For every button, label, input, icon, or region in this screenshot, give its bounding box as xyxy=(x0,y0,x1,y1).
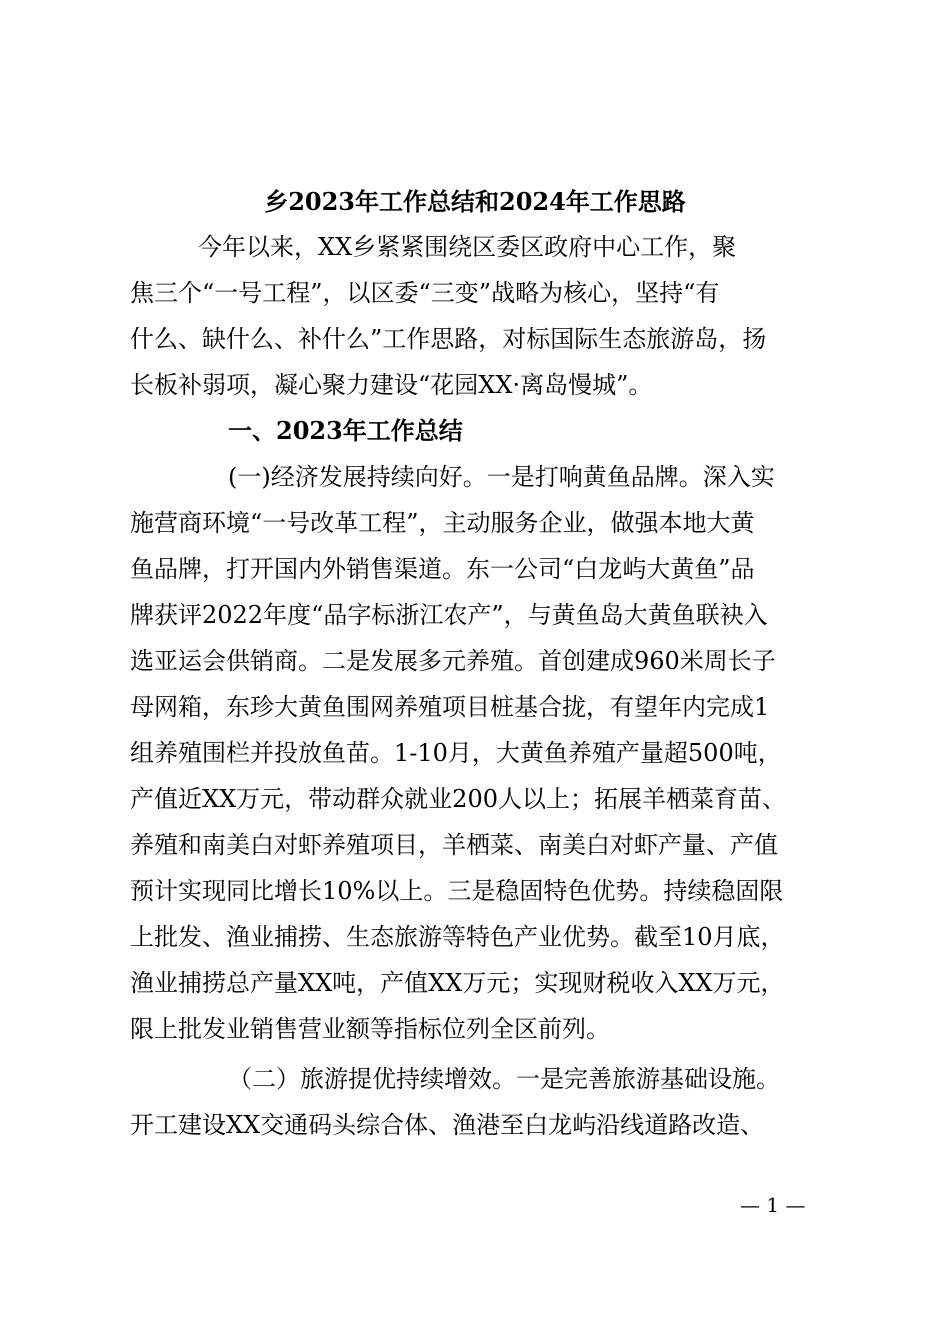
section1-line: 母网箱，东珍大黄鱼围网养殖项目桩基合拢，有望年内完成1 xyxy=(130,693,770,721)
section1-line: 上批发、渔业捕捞、生态旅游等特色产业优势。截至10月底， xyxy=(130,923,785,951)
intro-line: 焦三个“一号工程”，以区委“三变”战略为核心，坚持“有 xyxy=(130,279,720,307)
document-title: 乡2023年工作总结和2024年工作思路 xyxy=(264,187,686,216)
section1-line: 预计实现同比增长10%以上。三是稳固特色优势。持续稳固限 xyxy=(130,877,784,905)
section-heading: 一、2023年工作总结 xyxy=(228,416,463,445)
intro-line: 什么、缺什么、补什么”工作思路，对标国际生态旅游岛，扬 xyxy=(130,325,767,353)
section1-line: 产值近XX万元，带动群众就业200人以上；拓展羊栖菜育苗、 xyxy=(130,785,786,813)
section1-line: 组养殖围栏并投放鱼苗。1-10月，大黄鱼养殖产量超500吨， xyxy=(130,739,782,767)
section1-line: 渔业捕捞总产量XX吨，产值XX万元；实现财税收入XX万元， xyxy=(130,969,785,997)
intro-line: 长板补弱项，凝心聚力建设“花园XX·离岛慢城”。 xyxy=(130,371,653,399)
intro-line: 今年以来，XX乡紧紧围绕区委区政府中心工作，聚 xyxy=(198,233,737,261)
section1-line: 养殖和南美白对虾养殖项目，羊栖菜、南美白对虾产量、产值 xyxy=(130,831,778,859)
section2-line: （二）旅游提优持续增效。一是完善旅游基础设施。 xyxy=(228,1065,780,1093)
section2-line: 开工建设XX交通码头综合体、渔港至白龙屿沿线道路改造、 xyxy=(130,1111,765,1139)
page-number: — 1 — xyxy=(740,1193,806,1217)
section1-line: 选亚运会供销商。二是发展多元养殖。首创建成960米周长子 xyxy=(130,647,776,675)
section1-line: 牌获评2022年度“品字标浙江农产”，与黄鱼岛大黄鱼联袂入 xyxy=(130,601,768,629)
section1-line: (一)经济发展持续向好。一是打响黄鱼品牌。深入实 xyxy=(228,463,775,491)
section1-line: 鱼品牌，打开国内外销售渠道。东一公司“白龙屿大黄鱼”品 xyxy=(130,555,755,583)
section1-line: 限上批发业销售营业额等指标位列全区前列。 xyxy=(130,1015,610,1043)
section1-line: 施营商环境“一号改革工程”，主动服务企业，做强本地大黄 xyxy=(130,509,755,537)
